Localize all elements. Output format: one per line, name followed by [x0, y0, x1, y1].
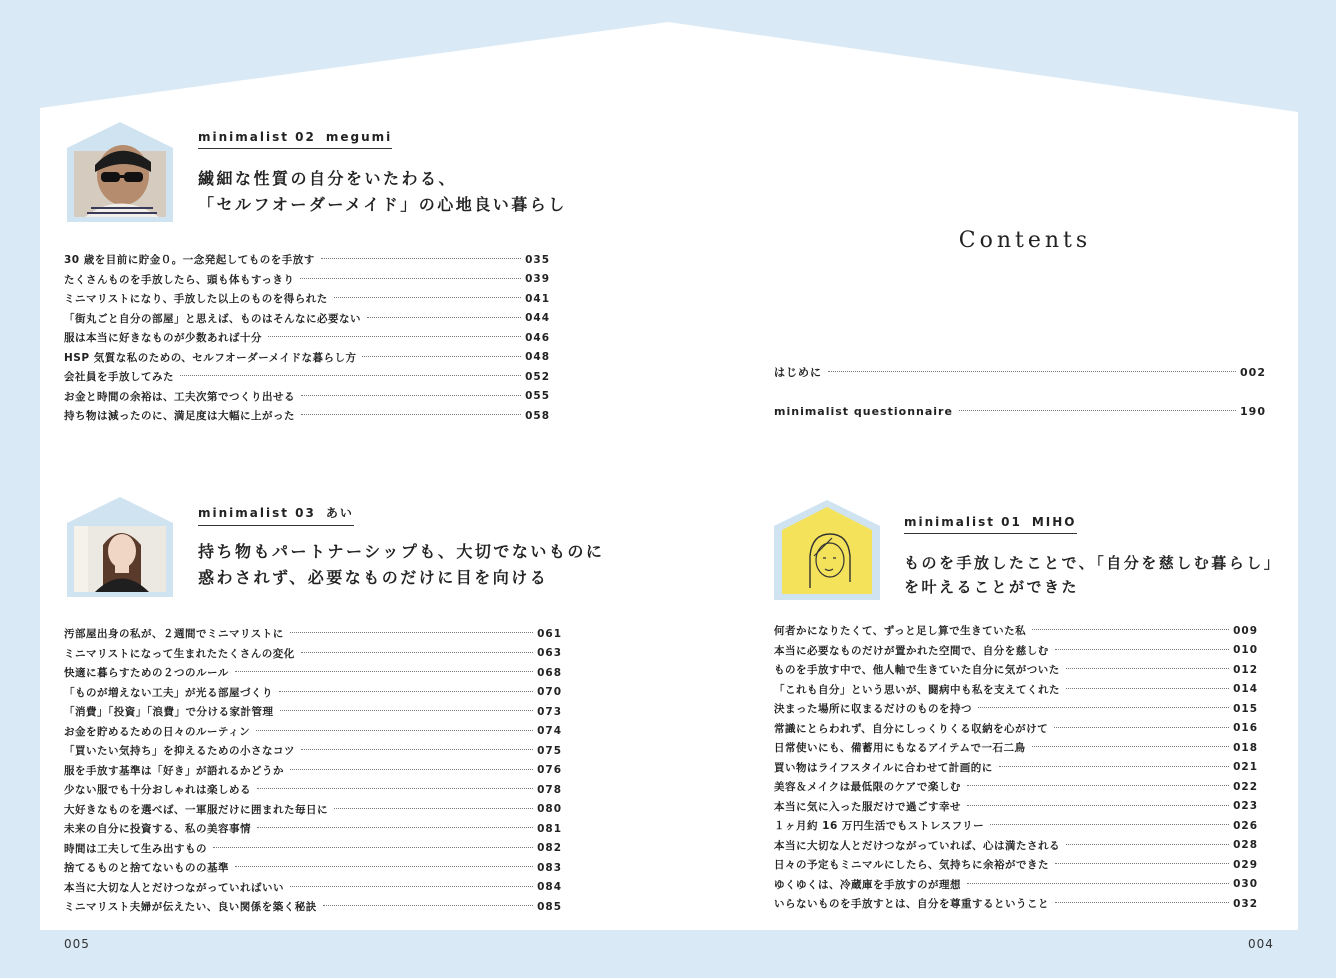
- toc-entry-page: 073: [537, 705, 562, 718]
- toc-entry[interactable]: [774, 797, 1258, 817]
- toc-entry-page: 010: [1233, 644, 1258, 657]
- toc-entry-title: 本当に大切な人とだけつながっていればいい: [64, 881, 284, 894]
- toc-leader: [1066, 844, 1229, 845]
- contents-heading: Contents: [958, 228, 1092, 253]
- page-number-right: 004: [1248, 937, 1274, 951]
- toc-entry-title: HSP 気質な私のための、セルフオーダーメイドな暮らし方: [64, 351, 357, 364]
- toc-entry-page: 021: [1233, 761, 1258, 774]
- toc-entry-page: 190: [1240, 404, 1266, 418]
- toc-leader: [235, 866, 533, 867]
- toc-entry-page: 029: [1233, 858, 1258, 871]
- toc-entry[interactable]: [774, 836, 1258, 856]
- toc-leader: [1066, 688, 1229, 689]
- toc-entry-page: 018: [1233, 741, 1258, 754]
- toc-entry-title: 捨てるものと捨てないものの基準: [64, 862, 229, 875]
- toc-entry[interactable]: [64, 683, 562, 703]
- toc-entry[interactable]: [64, 250, 550, 270]
- toc-entry-page: 012: [1233, 663, 1258, 676]
- toc-entry[interactable]: [774, 777, 1258, 797]
- toc-entry[interactable]: [64, 897, 562, 917]
- ai-section-label: [198, 504, 354, 526]
- toc-entry-title: いらないものを手放すとは、自分を尊重するということ: [774, 898, 1049, 911]
- toc-entry-title: 服は本当に好きなものが少数あれば十分: [64, 332, 262, 345]
- toc-entry[interactable]: [774, 875, 1258, 895]
- toc-entry-title: ゆくゆくは、冷蔵庫を手放すのが理想: [774, 878, 961, 891]
- toc-entry-title: 何者かになりたくて、ずっと足し算で生きていた私: [774, 625, 1027, 638]
- toc-entry-title: 美容＆メイクは最低限のケアで楽しむ: [774, 781, 961, 794]
- toc-entry-title: はじめに: [774, 366, 822, 379]
- toc-entry-page: 070: [537, 686, 562, 699]
- toc-entry-title: 会社員を手放してみた: [64, 371, 174, 384]
- toc-entry-page: 041: [525, 292, 550, 305]
- toc-leader: [301, 395, 521, 396]
- toc-leader: [301, 414, 521, 415]
- ai-headline-line-1: 持ち物もパートナーシップも、大切でないものに: [198, 542, 605, 561]
- toc-entry-page: 076: [537, 764, 562, 777]
- toc-entry-page: 084: [537, 881, 562, 894]
- toc-entry[interactable]: [64, 780, 562, 800]
- toc-leader: [828, 371, 1236, 372]
- toc-entry-title: お金を貯めるための日々のルーティン: [64, 725, 251, 738]
- toc-leader: [1066, 668, 1229, 669]
- toc-entry-title: 「ものが増えない工夫」が光る部屋づくり: [64, 686, 273, 699]
- toc-entry-title: 未来の自分に投資する、私の美容事情: [64, 823, 251, 836]
- toc-entry[interactable]: [64, 624, 562, 644]
- toc-entry-page: 028: [1233, 839, 1258, 852]
- toc-entry[interactable]: [64, 878, 562, 898]
- toc-entry[interactable]: [64, 406, 550, 426]
- toc-entry-title: 本当に大切な人とだけつながっていれば、心は満たされる: [774, 839, 1060, 852]
- toc-entry-title: 日々の予定もミニマルにしたら、気持ちに余裕ができた: [774, 859, 1049, 872]
- toc-entry-page: 022: [1233, 780, 1258, 793]
- toc-entry[interactable]: [774, 738, 1258, 758]
- toc-entry-page: 014: [1233, 683, 1258, 696]
- toc-entry-title: 汚部屋出身の私が、２週間でミニマリストに: [64, 628, 284, 641]
- toc-leader: [321, 258, 521, 259]
- toc-leader: [1032, 746, 1230, 747]
- miho-section-label: [904, 515, 1077, 534]
- toc-entry-title: 「買いたい気持ち」を抑えるための小さなコツ: [64, 745, 295, 758]
- front-matter-list: [774, 362, 1266, 421]
- toc-leader: [268, 336, 521, 337]
- toc-entry-page: 044: [525, 312, 550, 325]
- toc-leader: [334, 297, 521, 298]
- toc-entry-page: 030: [1233, 878, 1258, 891]
- toc-leader: [1032, 629, 1229, 630]
- toc-leader: [290, 886, 533, 887]
- toc-entry-page: 039: [525, 273, 550, 286]
- ai-headline-line-2: 惑わされず、必要なものだけに目を向ける: [198, 568, 549, 587]
- miho-headline-line-2: を叶えることができた: [904, 578, 1080, 596]
- toc-entry[interactable]: [64, 858, 562, 878]
- toc-entry-page: 058: [525, 409, 550, 422]
- toc-leader: [235, 671, 533, 672]
- toc-entry-title: 服を手放す基準は「好き」が語れるかどうか: [64, 764, 284, 777]
- toc-entry-title: 30 歳を目前に貯金０。一念発起してものを手放す: [64, 254, 315, 267]
- toc-entry-title: 常識にとらわれず、自分にしっくりくる収納を心がけて: [774, 722, 1049, 735]
- toc-entry-page: 075: [537, 744, 562, 757]
- toc-entry[interactable]: [64, 387, 550, 407]
- toc-entry-page: 061: [537, 627, 562, 640]
- toc-leader: [334, 808, 533, 809]
- miho-headline-line-1: ものを手放したことで、「自分を慈しむ暮らし」: [904, 554, 1282, 572]
- toc-entry[interactable]: [64, 663, 562, 683]
- toc-leader: [256, 730, 533, 731]
- toc-entry[interactable]: [64, 367, 550, 387]
- toc-entry[interactable]: [64, 741, 562, 761]
- toc-entry-title: 本当に気に入った服だけで過ごす幸せ: [774, 800, 961, 813]
- miho-avatar: [772, 498, 882, 602]
- toc-entry-title: 買い物はライフスタイルに合わせて計画的に: [774, 761, 993, 774]
- toc-entry[interactable]: [774, 660, 1258, 680]
- toc-entry-page: 083: [537, 861, 562, 874]
- toc-leader: [367, 317, 521, 318]
- toc-leader: [257, 788, 533, 789]
- toc-leader: [959, 410, 1236, 411]
- toc-entry[interactable]: [774, 894, 1258, 914]
- toc-entry[interactable]: [64, 270, 550, 290]
- toc-leader: [1055, 649, 1229, 650]
- megumi-label-name: megumi: [325, 130, 393, 144]
- toc-entry[interactable]: [64, 644, 562, 664]
- toc-leader: [257, 827, 533, 828]
- toc-entry-hajimeni[interactable]: [774, 362, 1266, 382]
- toc-entry[interactable]: [64, 819, 562, 839]
- toc-entry-page: 063: [537, 647, 562, 660]
- toc-entry-title: 日常使いにも、備蓄用にもなるアイテムで一石二鳥: [774, 742, 1026, 755]
- toc-entry-title: 大好きなものを選べば、一軍服だけに囲まれた毎日に: [64, 803, 328, 816]
- toc-entry[interactable]: [774, 641, 1258, 661]
- toc-entry-title: ミニマリストになり、手放した以上のものを得られた: [64, 293, 328, 306]
- toc-leader: [990, 824, 1229, 825]
- toc-leader: [1055, 863, 1229, 864]
- miho-headline: [904, 551, 1281, 599]
- toc-entry[interactable]: [64, 839, 562, 859]
- toc-entry-title: 「消費」「投資」「浪費」で分ける家計管理: [64, 706, 274, 719]
- toc-entry[interactable]: [774, 680, 1258, 700]
- toc-leader: [301, 652, 533, 653]
- page-number-left: 005: [64, 937, 90, 951]
- toc-entry-page: 081: [537, 822, 562, 835]
- toc-leader: [967, 883, 1229, 884]
- toc-entry-page: 085: [537, 900, 562, 913]
- toc-leader: [999, 766, 1229, 767]
- toc-entry-page: 026: [1233, 819, 1258, 832]
- toc-entry-page: 009: [1233, 624, 1258, 637]
- toc-entry-title: 時間は工夫して生み出すもの: [64, 842, 207, 855]
- toc-entry-title: 決まった場所に収まるだけのものを持つ: [774, 703, 972, 716]
- toc-entry[interactable]: [64, 761, 562, 781]
- toc-leader: [300, 278, 521, 279]
- toc-leader: [180, 375, 521, 376]
- toc-entry-page: 055: [525, 390, 550, 403]
- ai-toc-list: [64, 624, 562, 917]
- toc-entry[interactable]: [64, 348, 550, 368]
- megumi-toc-list: [64, 250, 550, 426]
- toc-entry-page: 048: [525, 351, 550, 364]
- toc-leader: [967, 805, 1229, 806]
- toc-entry[interactable]: [774, 699, 1258, 719]
- toc-entry[interactable]: [64, 289, 550, 309]
- toc-entry-questionnaire[interactable]: [774, 401, 1266, 421]
- miho-label-name: MIHO: [1031, 515, 1077, 529]
- toc-entry[interactable]: [774, 816, 1258, 836]
- ai-avatar: [65, 495, 175, 599]
- toc-entry[interactable]: [64, 309, 550, 329]
- megumi-headline-line-1: 繊細な性質の自分をいたわる、: [198, 169, 458, 188]
- ai-label-name: あい: [325, 506, 354, 520]
- ai-headline: [198, 539, 604, 591]
- toc-entry-title: 本当に必要なものだけが置かれた空間で、自分を慈しむ: [774, 644, 1049, 657]
- toc-entry[interactable]: [64, 800, 562, 820]
- toc-entry-page: 074: [537, 725, 562, 738]
- toc-entry-title: 「街丸ごと自分の部屋」と思えば、ものはそんなに必要ない: [64, 312, 361, 325]
- toc-entry[interactable]: [64, 328, 550, 348]
- ai-label-number: minimalist 03: [198, 506, 316, 520]
- toc-entry-page: 015: [1233, 702, 1258, 715]
- megumi-section-label: [198, 130, 392, 149]
- toc-leader: [290, 632, 533, 633]
- toc-entry[interactable]: [774, 621, 1258, 641]
- toc-entry-page: 068: [537, 666, 562, 679]
- toc-leader: [301, 749, 533, 750]
- toc-entry-page: 035: [525, 253, 550, 266]
- megumi-headline: [198, 166, 567, 218]
- toc-entry-title: 快適に暮らすための２つのルール: [64, 667, 229, 680]
- toc-entry[interactable]: [774, 719, 1258, 739]
- miho-toc-list: [774, 621, 1258, 914]
- toc-leader: [280, 710, 534, 711]
- toc-entry-page: 046: [525, 331, 550, 344]
- toc-entry-page: 052: [525, 370, 550, 383]
- megumi-headline-line-2: 「セルフオーダーメイド」の心地良い暮らし: [198, 195, 567, 214]
- miho-label-number: minimalist 01: [904, 515, 1022, 529]
- toc-leader: [967, 785, 1229, 786]
- toc-entry-page: 082: [537, 842, 562, 855]
- toc-entry-page: 023: [1233, 800, 1258, 813]
- toc-entry-title: ものを手放す中で、他人軸で生きていた自分に気がついた: [774, 664, 1060, 677]
- toc-entry-page: 032: [1233, 897, 1258, 910]
- toc-leader: [362, 356, 521, 357]
- toc-entry-title: ミニマリストになって生まれたたくさんの変化: [64, 647, 295, 660]
- toc-entry-page: 016: [1233, 722, 1258, 735]
- toc-entry-page: 078: [537, 783, 562, 796]
- toc-leader: [978, 707, 1229, 708]
- toc-entry[interactable]: [64, 722, 562, 742]
- toc-entry-title: たくさんものを手放したら、頭も体もすっきり: [64, 273, 295, 286]
- toc-leader: [1054, 727, 1229, 728]
- megumi-label-number: minimalist 02: [198, 130, 316, 144]
- toc-entry[interactable]: [774, 758, 1258, 778]
- toc-entry-title: お金と時間の余裕は、工夫次第でつくり出せる: [64, 390, 295, 403]
- toc-leader: [290, 769, 533, 770]
- toc-leader: [1055, 902, 1229, 903]
- toc-entry-title: 持ち物は減ったのに、満足度は大幅に上がった: [64, 410, 295, 423]
- megumi-avatar: [65, 120, 175, 224]
- toc-leader: [213, 847, 533, 848]
- toc-entry-title: 少ない服でも十分おしゃれは楽しめる: [64, 784, 251, 797]
- toc-entry-page: 080: [537, 803, 562, 816]
- toc-entry-title: ミニマリスト夫婦が伝えたい、良い関係を築く秘訣: [64, 901, 317, 914]
- toc-entry[interactable]: [64, 702, 562, 722]
- toc-entry[interactable]: [774, 855, 1258, 875]
- toc-leader: [323, 905, 533, 906]
- toc-leader: [279, 691, 533, 692]
- toc-entry-title: 「これも自分」という思いが、闘病中も私を支えてくれた: [774, 683, 1060, 696]
- toc-entry-page: 002: [1240, 365, 1266, 379]
- toc-entry-title: １ヶ月約 16 万円生活でもストレスフリー: [774, 820, 985, 833]
- toc-entry-title: minimalist questionnaire: [774, 404, 953, 418]
